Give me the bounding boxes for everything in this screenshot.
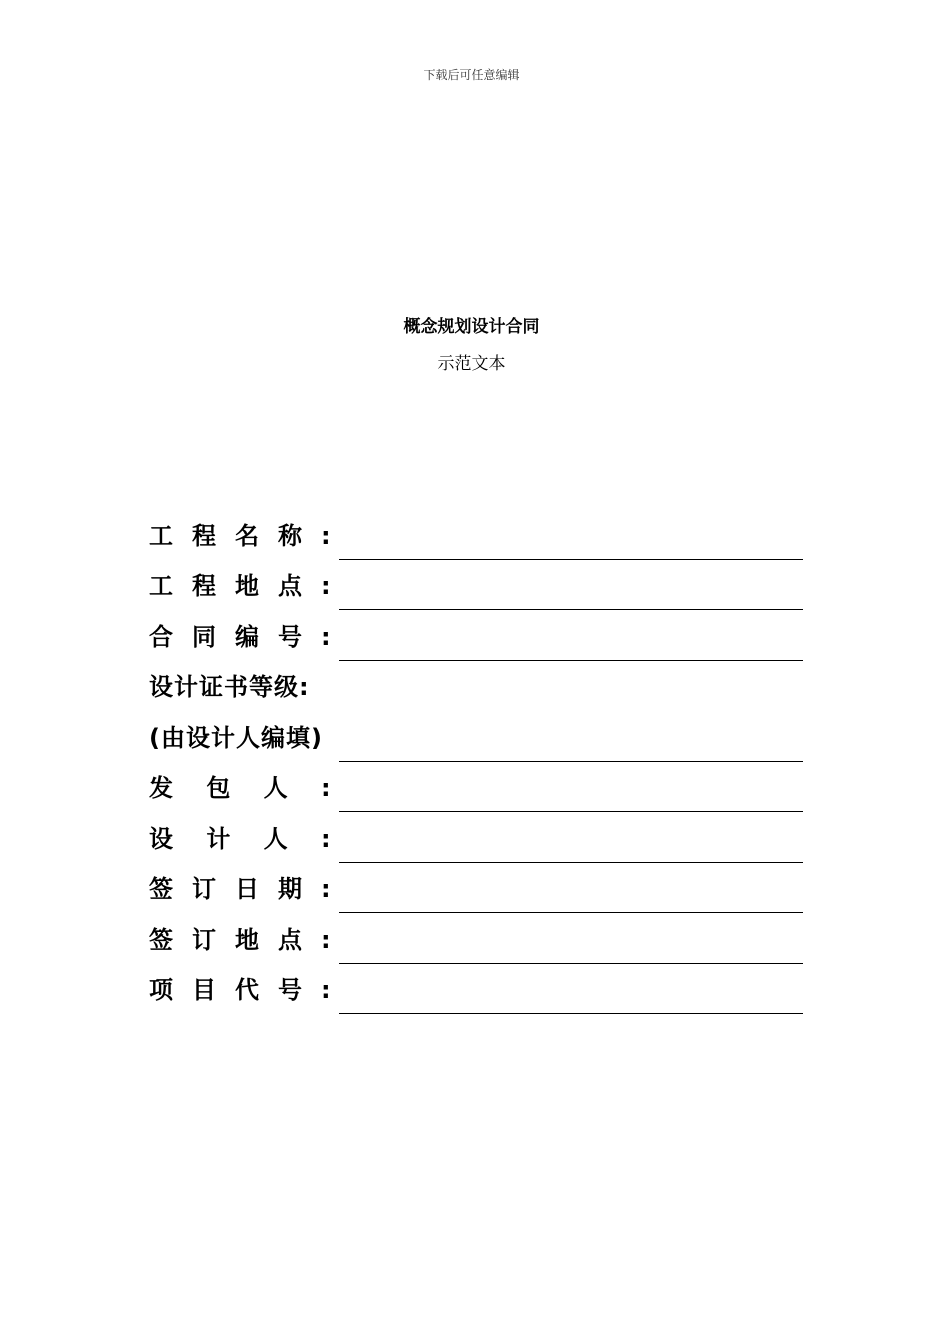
field-label bbox=[149, 926, 331, 954]
label-char: 订 bbox=[192, 875, 216, 903]
label-char: 包 bbox=[206, 774, 231, 802]
label-colon: : bbox=[320, 824, 331, 853]
label-colon: : bbox=[321, 875, 331, 903]
label-char: 编 bbox=[235, 622, 259, 651]
document-subtitle: 示范文本 bbox=[437, 354, 506, 374]
form-row-project-code bbox=[149, 964, 803, 1015]
label-char: 计 bbox=[206, 824, 231, 853]
label-char: 期 bbox=[278, 875, 302, 903]
form-row-certificate-grade bbox=[149, 711, 803, 762]
label-char: 人 bbox=[263, 774, 288, 802]
label-char: 合 bbox=[149, 622, 173, 651]
designer-field[interactable] bbox=[343, 831, 799, 859]
signing-place-field[interactable] bbox=[343, 932, 799, 960]
label-colon: : bbox=[321, 976, 331, 1004]
label-char: 同 bbox=[192, 622, 216, 651]
form-row-certificate-grade-label bbox=[149, 661, 803, 712]
fill-in-line bbox=[339, 1013, 803, 1014]
field-label bbox=[149, 825, 331, 853]
label-char: 代 bbox=[235, 976, 259, 1004]
form-row-designer bbox=[149, 812, 803, 863]
form-row-project-location bbox=[149, 560, 803, 611]
page-header-note: 下载后可任意编辑 bbox=[423, 68, 520, 82]
label-char: 地 bbox=[235, 925, 259, 954]
signing-date-field[interactable] bbox=[343, 881, 799, 909]
label-colon: : bbox=[321, 572, 331, 600]
form-row-signing-date bbox=[149, 863, 803, 914]
certificate-grade-field[interactable] bbox=[343, 730, 799, 758]
label-char: 设 bbox=[149, 824, 173, 853]
label-char: 程 bbox=[192, 572, 216, 600]
field-label bbox=[149, 976, 331, 1004]
label-char: 名 bbox=[235, 521, 259, 550]
label-char: 号 bbox=[278, 622, 302, 651]
certificate-grade-label: 设计证书等级: bbox=[149, 673, 310, 701]
project-location-field[interactable] bbox=[343, 578, 799, 606]
form-row-employer bbox=[149, 762, 803, 813]
label-colon: : bbox=[321, 622, 331, 651]
label-char: 签 bbox=[149, 925, 173, 954]
label-char: 工 bbox=[149, 521, 173, 550]
label-colon: : bbox=[320, 774, 331, 802]
field-label bbox=[149, 724, 331, 752]
label-char: 点 bbox=[278, 925, 302, 954]
label-char: 点 bbox=[278, 572, 302, 600]
form-row-signing-place bbox=[149, 913, 803, 964]
filled-by-designer-note: (由设计人编填) bbox=[149, 723, 323, 752]
field-label bbox=[149, 875, 331, 903]
label-char: 签 bbox=[149, 875, 173, 903]
label-char: 工 bbox=[149, 572, 173, 600]
label-char: 日 bbox=[235, 875, 259, 903]
contract-number-field[interactable] bbox=[343, 629, 799, 657]
field-label bbox=[149, 572, 331, 600]
label-colon: : bbox=[321, 925, 331, 954]
label-char: 人 bbox=[263, 824, 288, 853]
label-char: 订 bbox=[192, 925, 216, 954]
field-label bbox=[149, 673, 331, 701]
project-name-field[interactable] bbox=[343, 528, 799, 556]
label-char: 目 bbox=[192, 976, 216, 1004]
label-char: 项 bbox=[149, 976, 173, 1004]
form-row-contract-number bbox=[149, 610, 803, 661]
employer-field[interactable] bbox=[343, 780, 799, 808]
label-colon: : bbox=[321, 521, 331, 550]
form-row-project-name bbox=[149, 509, 803, 560]
label-char: 地 bbox=[235, 572, 259, 600]
field-label bbox=[149, 522, 331, 550]
label-char: 程 bbox=[192, 521, 216, 550]
contract-info-form bbox=[149, 509, 803, 1014]
field-label bbox=[149, 774, 331, 802]
field-label bbox=[149, 623, 331, 651]
project-code-field[interactable] bbox=[343, 982, 799, 1010]
label-char: 称 bbox=[278, 521, 302, 550]
document-title: 概念规划设计合同 bbox=[403, 317, 540, 337]
label-char: 发 bbox=[149, 774, 173, 802]
label-char: 号 bbox=[278, 976, 302, 1004]
